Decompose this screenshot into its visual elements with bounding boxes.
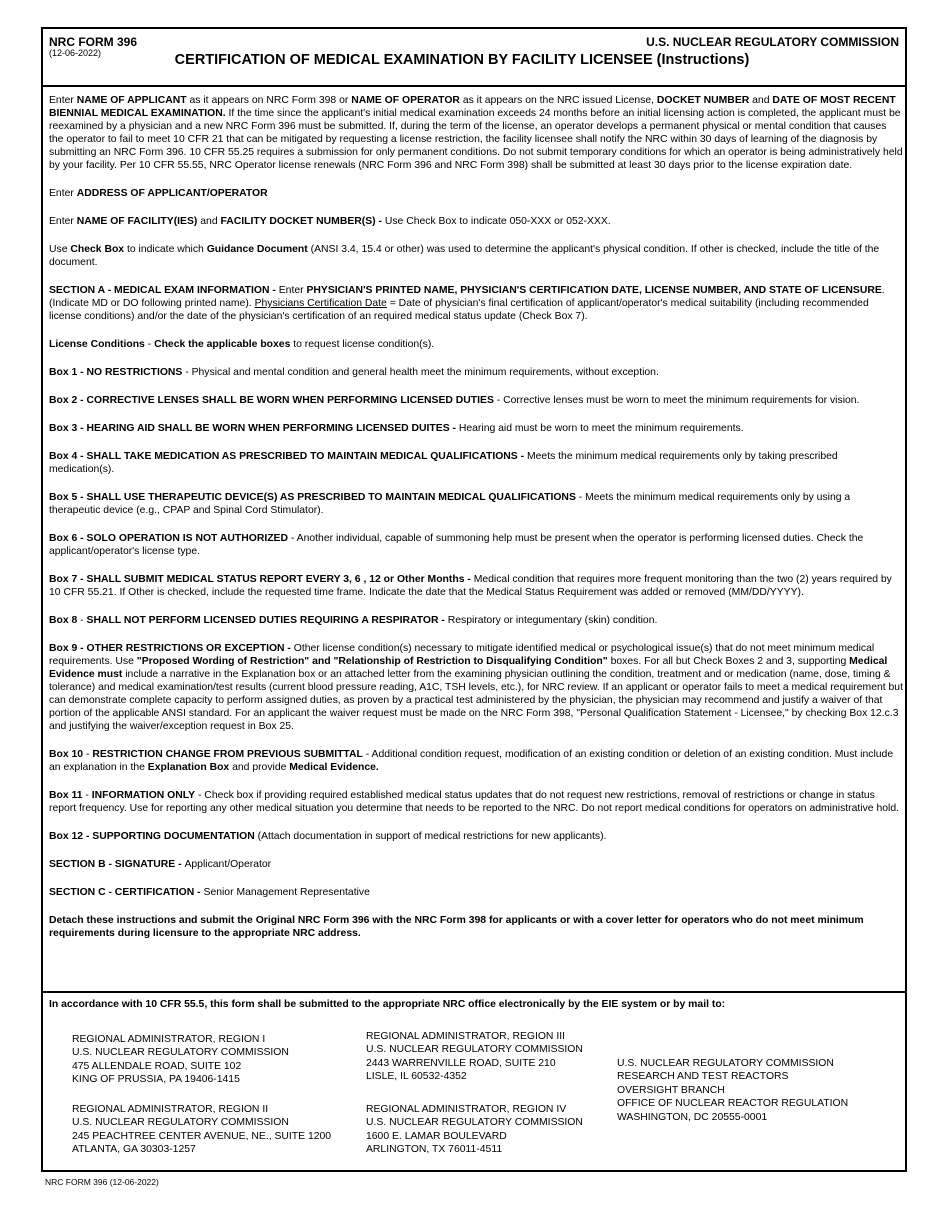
text-run: - bbox=[144, 339, 155, 350]
text-run: - Meets the minimum medical requirements only by using a therapeutic device (e.g., CPAP and Spinal Cord Stimulator). bbox=[49, 492, 851, 516]
bold-text-run: "Proposed Wording of Restriction" and "Relationship of Restriction to Disqualifying Condition" bbox=[136, 656, 608, 667]
bold-text-run: RESTRICTION CHANGE FROM PREVIOUS SUBMITTAL bbox=[92, 749, 363, 760]
bold-text-run: NAME OF FACILITY(IES) bbox=[76, 216, 198, 227]
bold-text-run: ADDRESS OF APPLICANT/OPERATOR bbox=[76, 188, 268, 199]
text-run: = Date of physician's final certification of applicant/operator's medical suitability (including recommended license conditions) and/or the date of the physician's certification of an required medical status update (Check Box 7). bbox=[49, 298, 869, 322]
page-footer: NRC FORM 396 (12-06-2022) bbox=[45, 1177, 159, 1187]
text-run: include a narrative in the Explanation box or an attached letter from the examining physician outlining the condition, treatment and or medication (name, dose, timing & tolerance) and medical examination/test results (current blood pressure reading, A1C, TSH levels, etc.), for NRC review. If an applicant or operator fails to meet a medical requirement but can demonstrate complete capacity to perform assigned duties, as proven by a practical test administered by the physician, the physician may recommend and justify a waiver of that portion of the applicable ANSI standard. For an applicant the waiver request must be made on the NRC Form 398, "Personal Qualification Statement - Licensee," by checking Box 12.c.3 and justifying the waiver/exception request in Box 25. bbox=[49, 669, 903, 732]
instruction-facility bbox=[49, 215, 903, 228]
instruction-section-a bbox=[49, 284, 903, 323]
text-run: Senior Management Representative bbox=[203, 887, 370, 898]
bold-text-run: Box 4 - SHALL TAKE MEDICATION AS PRESCRIBED TO MAINTAIN MEDICAL QUALIFICATIONS - bbox=[49, 451, 527, 462]
text-run: Use bbox=[49, 244, 71, 255]
bold-text-run: Box 1 - NO RESTRICTIONS bbox=[49, 367, 183, 378]
text-run: Enter bbox=[49, 216, 77, 227]
bold-text-run: FACILITY DOCKET NUMBER(S) - bbox=[220, 216, 385, 227]
text-run: - Physical and mental condition and general health meet the minimum requirements, without exception. bbox=[182, 367, 659, 378]
instruction-box-12 bbox=[49, 830, 903, 843]
text-run: Enter bbox=[49, 95, 77, 106]
bold-text-run: Box 10 bbox=[49, 749, 84, 760]
bold-text-run: Medical Evidence must bbox=[49, 656, 888, 680]
text-run: Respiratory or integumentary (skin) condition. bbox=[447, 615, 658, 626]
text-run: Enter bbox=[278, 285, 307, 296]
instruction-address bbox=[49, 187, 903, 200]
address-region-3 bbox=[366, 1030, 583, 1084]
bold-text-run: Explanation Box bbox=[147, 762, 230, 773]
text-run: and provide bbox=[229, 762, 290, 773]
instruction-box-8 bbox=[49, 614, 903, 627]
address-line: REGIONAL ADMINISTRATOR, REGION II bbox=[72, 1104, 269, 1115]
address-region-2 bbox=[72, 1103, 331, 1157]
instructions-body bbox=[49, 94, 903, 940]
form-number: NRC FORM 396 bbox=[49, 35, 138, 49]
instruction-section-c bbox=[49, 886, 903, 899]
text-run: Physicians Certification Date bbox=[254, 298, 387, 309]
instruction-box-10 bbox=[49, 748, 903, 774]
text-run: as it appears on the NRC issued License, bbox=[459, 95, 657, 106]
text-run: Medical condition that requires more frequent monitoring than the two (2) years required by 10 CFR 55.21. If Other is checked, include the requested time frame. Indicate the date that the Medical Status Requirement was added or removed (MM/DD/YYYY). bbox=[49, 574, 892, 598]
instruction-box-4 bbox=[49, 450, 903, 476]
bold-text-run: Box 3 - HEARING AID SHALL BE WORN WHEN PERFORMING LICENSED DUITES - bbox=[49, 423, 459, 434]
bold-text-run: NAME OF OPERATOR bbox=[351, 95, 460, 106]
form-header bbox=[43, 29, 905, 87]
section-divider bbox=[43, 991, 905, 993]
bold-text-run: SECTION B - SIGNATURE - bbox=[49, 859, 185, 870]
address-line: ATLANTA, GA 30303-1257 bbox=[72, 1144, 196, 1156]
text-run: . (Indicate MD or DO following printed name). bbox=[49, 285, 885, 309]
bold-text-run: SHALL NOT PERFORM LICENSED DUTIES REQUIRING A RESPIRATOR - bbox=[86, 615, 448, 626]
text-run: and bbox=[749, 95, 773, 106]
text-run: - Another individual, capable of summoning help must be present when the operator is performing licensed duties. Check the applicant/operator's license type. bbox=[49, 533, 864, 557]
instruction-guidance-document bbox=[49, 243, 903, 269]
address-line: ARLINGTON, TX 76011-4511 bbox=[366, 1144, 503, 1156]
address-headquarters bbox=[617, 1057, 848, 1124]
text-run: (ANSI 3.4, 15.4 or other) was used to determine the applicant's physical condition. If other is checked, include the title of the document. bbox=[49, 244, 880, 268]
bold-text-run: NAME OF APPLICANT bbox=[76, 95, 187, 106]
text-run: - Corrective lenses must be worn to meet the minimum requirements for vision. bbox=[493, 395, 860, 406]
address-line: REGIONAL ADMINISTRATOR, REGION IV bbox=[366, 1104, 567, 1115]
bold-text-run: License Conditions bbox=[49, 339, 145, 350]
bold-text-run: Detach these instructions and submit the Original NRC Form 396 with the NRC Form 398 for applicants or with a cover letter for operators who do not meet minimum requirements during licensure to the appropriate NRC address. bbox=[49, 915, 864, 939]
address-line: U.S. NUCLEAR REGULATORY COMMISSION bbox=[366, 1117, 583, 1129]
text-run: (Attach documentation in support of medical restrictions for new applicants). bbox=[254, 831, 607, 842]
bold-text-run: Medical Evidence. bbox=[289, 762, 379, 773]
submission-note: In accordance with 10 CFR 55.5, this form shall be submitted to the appropriate NRC office electronically by the EIE system or by mail to: bbox=[49, 999, 726, 1010]
text-run: - Check box if providing required established medical status updates that do not request new restrictions, removal of restrictions or change in status report frequency. Use for reporting any other medical situation you determine that needs to be reported to the NRC. Do not report medical conditions for operators on administrative hold. bbox=[49, 790, 899, 814]
text-run: - bbox=[83, 749, 93, 760]
address-line: 1600 E. LAMAR BOULEVARD bbox=[366, 1130, 507, 1142]
bold-text-run: Box 2 - CORRECTIVE LENSES SHALL BE WORN WHEN PERFORMING LICENSED DUTIES bbox=[49, 395, 494, 406]
text-run: Meets the minimum medical requirements only by taking prescribed medication(s). bbox=[49, 451, 838, 475]
instruction-box-6 bbox=[49, 532, 903, 558]
page-title: CERTIFICATION OF MEDICAL EXAMINATION BY FACILITY LICENSEE (Instructions) bbox=[174, 52, 750, 68]
text-run: - bbox=[77, 615, 87, 626]
instruction-detach bbox=[49, 914, 903, 940]
text-run: boxes. For all but Check Boxes 2 and 3, supporting bbox=[607, 656, 850, 667]
instruction-box-7 bbox=[49, 573, 903, 599]
bold-text-run: Box 11 bbox=[49, 790, 83, 801]
text-run: as it appears on NRC Form 398 or bbox=[186, 95, 352, 106]
bold-text-run: SECTION C - CERTIFICATION - bbox=[49, 887, 204, 898]
text-run: to request license condition(s). bbox=[290, 339, 435, 350]
bold-text-run: Box 7 - SHALL SUBMIT MEDICAL STATUS REPORT EVERY 3, 6 , 12 or Other Months - bbox=[49, 574, 474, 585]
instruction-box-9 bbox=[49, 642, 903, 733]
address-line: 245 PEACHTREE CENTER AVENUE, NE., SUITE 1200 bbox=[72, 1130, 332, 1142]
address-line: OVERSIGHT BRANCH bbox=[617, 1084, 725, 1096]
bold-text-run: SECTION A - MEDICAL EXAM INFORMATION - bbox=[49, 285, 279, 296]
address-line: 475 ALLENDALE ROAD, SUITE 102 bbox=[72, 1060, 242, 1072]
address-line: LISLE, IL 60532-4352 bbox=[366, 1071, 467, 1083]
text-run: Applicant/Operator bbox=[184, 859, 272, 870]
address-line: U.S. NUCLEAR REGULATORY COMMISSION bbox=[617, 1058, 834, 1069]
address-line: REGIONAL ADMINISTRATOR, REGION I bbox=[72, 1034, 266, 1045]
instruction-box-2 bbox=[49, 394, 903, 407]
text-run: Enter bbox=[49, 188, 77, 199]
bold-text-run: Box 9 - OTHER RESTRICTIONS OR EXCEPTION - bbox=[49, 643, 294, 654]
address-line: U.S. NUCLEAR REGULATORY COMMISSION bbox=[72, 1117, 289, 1129]
bold-text-run: Box 6 - SOLO OPERATION IS NOT AUTHORIZED bbox=[49, 533, 288, 544]
form-date: (12-06-2022) bbox=[49, 48, 102, 58]
text-run: - bbox=[82, 790, 92, 801]
text-run: and bbox=[197, 216, 221, 227]
bold-text-run: Check Box bbox=[70, 244, 125, 255]
agency-name: U.S. NUCLEAR REGULATORY COMMISSION bbox=[646, 35, 899, 49]
bold-text-run: PHYSICIAN'S PRINTED NAME, PHYSICIAN'S CERTIFICATION DATE, LICENSE NUMBER, AND STATE OF LICENSURE bbox=[306, 285, 882, 296]
instruction-box-3 bbox=[49, 422, 903, 435]
address-region-1 bbox=[72, 1033, 289, 1087]
address-line: RESEARCH AND TEST REACTORS bbox=[617, 1071, 789, 1083]
address-line: REGIONAL ADMINISTRATOR, REGION III bbox=[366, 1031, 565, 1042]
bold-text-run: Box 12 - SUPPORTING DOCUMENTATION bbox=[49, 831, 255, 842]
instruction-section-b bbox=[49, 858, 903, 871]
bold-text-run: Check the applicable boxes bbox=[154, 339, 291, 350]
bold-text-run: Guidance Document bbox=[206, 244, 308, 255]
text-run: Hearing aid must be worn to meet the minimum requirements. bbox=[458, 423, 744, 434]
instruction-box-11 bbox=[49, 789, 903, 815]
bold-text-run: DOCKET NUMBER bbox=[656, 95, 750, 106]
bold-text-run: DATE OF MOST RECENT BIENNIAL MEDICAL EXAMINATION. bbox=[49, 95, 896, 119]
text-run: Other license condition(s) necessary to mitigate identified medical or psychological issue(s) that do not meet minimum medical requirements. Use bbox=[49, 643, 875, 667]
text-run: Use Check Box to indicate 050-XXX or 052-XXX. bbox=[384, 216, 611, 227]
bold-text-run: Box 5 - SHALL USE THERAPEUTIC DEVICE(S) AS PRESCRIBED TO MAINTAIN MEDICAL QUALIFICATIONS bbox=[49, 492, 576, 503]
text-run: If the time since the applicant's initial medical examination exceeds 24 months before an initial licensing action is completed, the applicant must be reexamined by a physician and a new NRC Form 396 must be submitted. If, during the term of the license, an operator develops a permanent physical or mental condition that causes the operator to fail to meet 10 CFR 21 that can be mitigated by requesting a license restriction, the facility licensee shall notify the NRC within 30 days of learning of the diagnosis by submitting an NRC Form 396. 10 CFR 55.25 requires a submission for only permanent conditions. Do not submit temporary conditions for which an operator is being administratively held by your facility. Per 10 CFR 55.55, NRC Operator license renewals (NRC Form 396 and NRC Form 398) shall be submitted at least 30 days prior to the license expiration date. bbox=[49, 108, 903, 171]
instruction-box-1 bbox=[49, 366, 903, 379]
address-line: U.S. NUCLEAR REGULATORY COMMISSION bbox=[366, 1044, 583, 1056]
text-run: to indicate which bbox=[124, 244, 207, 255]
instruction-box-5 bbox=[49, 491, 903, 517]
address-line: KING OF PRUSSIA, PA 19406-1415 bbox=[72, 1074, 240, 1086]
bold-text-run: Box 8 bbox=[49, 615, 78, 626]
text-run: - Additional condition request, modification of an existing condition or deletion of an existing condition. Must include an explanation in the bbox=[49, 749, 894, 773]
address-region-4 bbox=[366, 1103, 583, 1157]
bold-text-run: INFORMATION ONLY bbox=[91, 790, 196, 801]
address-line: OFFICE OF NUCLEAR REACTOR REGULATION bbox=[617, 1098, 849, 1110]
address-line: WASHINGTON, DC 20555-0001 bbox=[617, 1111, 768, 1123]
instruction-license-conditions bbox=[49, 338, 903, 351]
instruction-applicant-name bbox=[49, 94, 903, 172]
address-line: U.S. NUCLEAR REGULATORY COMMISSION bbox=[72, 1047, 289, 1059]
address-line: 2443 WARRENVILLE ROAD, SUITE 210 bbox=[366, 1057, 556, 1069]
form-frame bbox=[41, 27, 907, 1172]
